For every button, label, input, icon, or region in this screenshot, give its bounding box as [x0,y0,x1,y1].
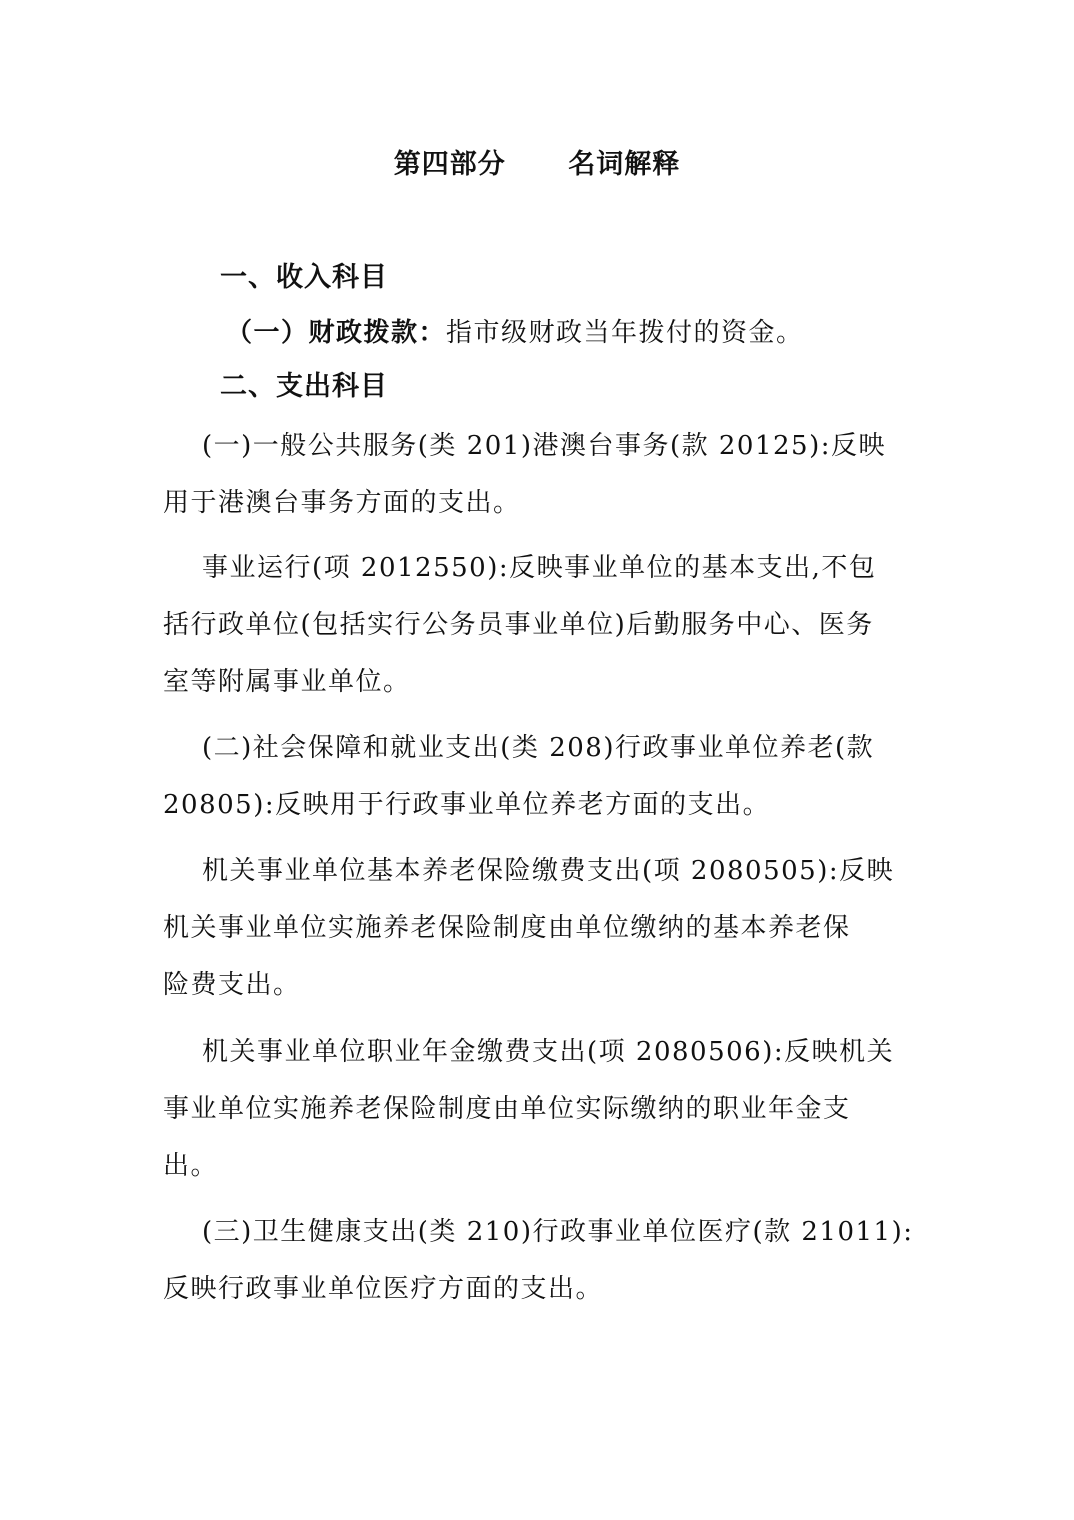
paragraph-line: 20805):反映用于行政事业单位养老方面的支出。 [163,790,771,820]
paragraph-line: 室等附属事业单位。 [163,667,411,697]
income-item-label: （一）财政拨款： [226,318,447,348]
paragraph-line: 出。 [163,1151,219,1181]
paragraph-line: 机关事业单位职业年金缴费支出(项 2080506):反映机关 [202,1037,895,1067]
paragraph-line: 用于港澳台事务方面的支出。 [163,488,521,518]
paragraph-line: 反映行政事业单位医疗方面的支出。 [163,1274,604,1304]
section-heading-income: 一、收入科目 [220,262,388,293]
paragraph-line: (一)一般公共服务(类 201)港澳台事务(款 20125):反映 [202,431,886,461]
page-title: 第四部分 名词解释 [393,149,681,180]
paragraph-line: 机关事业单位实施养老保险制度由单位缴纳的基本养老保 [163,913,851,943]
paragraph-line: 险费支出。 [163,970,301,1000]
paragraph-line: 事业运行(项 2012550):反映事业单位的基本支出,不包 [202,553,877,583]
paragraph-line: (三)卫生健康支出(类 210)行政事业单位医疗(款 21011): [202,1217,914,1247]
paragraph-line: 机关事业单位基本养老保险缴费支出(项 2080505):反映 [202,856,895,886]
income-item-fiscal-appropriation [226,312,804,349]
paragraph-line: (二)社会保障和就业支出(类 208)行政事业单位养老(款 [202,733,875,763]
paragraph-line: 括行政单位(包括实行公务员事业单位)后勤服务中心、医务 [163,610,874,640]
section-heading-expenditure: 二、支出科目 [220,371,388,402]
paragraph-line: 事业单位实施养老保险制度由单位实际缴纳的职业年金支 [163,1094,851,1124]
income-item-text: 指市级财政当年拨付的资金。 [446,318,804,348]
